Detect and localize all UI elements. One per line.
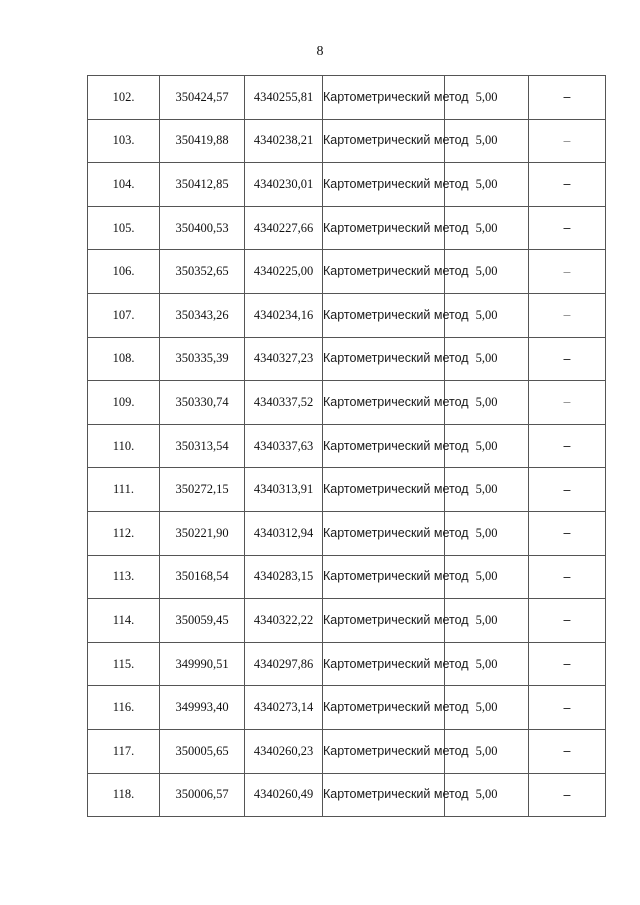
point-number-cell: 112. (88, 511, 160, 555)
table-row (88, 511, 606, 555)
point-number-cell: 110. (88, 424, 160, 468)
note-cell: – (529, 511, 606, 555)
point-number-cell: 116. (88, 686, 160, 730)
note-cell: – (529, 337, 606, 381)
note-cell: – (529, 773, 606, 817)
table-row (88, 119, 606, 163)
method-cell: Картометрический метод (323, 468, 445, 512)
point-number-cell: 108. (88, 337, 160, 381)
x-coordinate-cell: 349993,40 (160, 686, 245, 730)
note-cell: – (529, 381, 606, 425)
x-coordinate-cell: 350221,90 (160, 511, 245, 555)
x-coordinate-cell: 350343,26 (160, 293, 245, 337)
page-number: 8 (316, 44, 324, 59)
point-number-cell: 105. (88, 206, 160, 250)
point-number-cell: 109. (88, 381, 160, 425)
y-coordinate-cell: 4340234,16 (245, 293, 323, 337)
note-cell: – (529, 642, 606, 686)
point-number-cell: 106. (88, 250, 160, 294)
method-cell: Картометрический метод (323, 424, 445, 468)
x-coordinate-cell: 350424,57 (160, 76, 245, 120)
method-cell: Картометрический метод (323, 555, 445, 599)
accuracy-cell: 5,00 (445, 511, 529, 555)
table-row (88, 555, 606, 599)
table-row (88, 773, 606, 817)
method-cell: Картометрический метод (323, 773, 445, 817)
y-coordinate-cell: 4340273,14 (245, 686, 323, 730)
table-row (88, 76, 606, 120)
y-coordinate-cell: 4340227,66 (245, 206, 323, 250)
y-coordinate-cell: 4340313,91 (245, 468, 323, 512)
x-coordinate-cell: 350412,85 (160, 163, 245, 207)
coordinates-table-body (88, 76, 606, 817)
note-cell: – (529, 76, 606, 120)
table-row (88, 250, 606, 294)
table-row (88, 293, 606, 337)
method-cell: Картометрический метод (323, 642, 445, 686)
accuracy-cell: 5,00 (445, 424, 529, 468)
accuracy-cell: 5,00 (445, 686, 529, 730)
note-cell: – (529, 119, 606, 163)
accuracy-cell: 5,00 (445, 163, 529, 207)
accuracy-cell: 5,00 (445, 293, 529, 337)
accuracy-cell: 5,00 (445, 119, 529, 163)
y-coordinate-cell: 4340322,22 (245, 599, 323, 643)
x-coordinate-cell: 350313,54 (160, 424, 245, 468)
table-row (88, 206, 606, 250)
point-number-cell: 104. (88, 163, 160, 207)
table-row (88, 729, 606, 773)
method-cell: Картометрический метод (323, 250, 445, 294)
accuracy-cell: 5,00 (445, 250, 529, 294)
accuracy-cell: 5,00 (445, 729, 529, 773)
y-coordinate-cell: 4340337,52 (245, 381, 323, 425)
point-number-cell: 107. (88, 293, 160, 337)
note-cell: – (529, 250, 606, 294)
y-coordinate-cell: 4340255,81 (245, 76, 323, 120)
accuracy-cell: 5,00 (445, 337, 529, 381)
y-coordinate-cell: 4340225,00 (245, 250, 323, 294)
x-coordinate-cell: 350330,74 (160, 381, 245, 425)
accuracy-cell: 5,00 (445, 642, 529, 686)
accuracy-cell: 5,00 (445, 381, 529, 425)
method-cell: Картометрический метод (323, 76, 445, 120)
x-coordinate-cell: 350168,54 (160, 555, 245, 599)
table-row (88, 424, 606, 468)
point-number-cell: 103. (88, 119, 160, 163)
note-cell: – (529, 729, 606, 773)
y-coordinate-cell: 4340337,63 (245, 424, 323, 468)
point-number-cell: 111. (88, 468, 160, 512)
x-coordinate-cell: 350272,15 (160, 468, 245, 512)
accuracy-cell: 5,00 (445, 468, 529, 512)
note-cell: – (529, 555, 606, 599)
table-row (88, 686, 606, 730)
coordinates-table (87, 75, 606, 817)
method-cell: Картометрический метод (323, 119, 445, 163)
note-cell: – (529, 293, 606, 337)
y-coordinate-cell: 4340260,23 (245, 729, 323, 773)
x-coordinate-cell: 350419,88 (160, 119, 245, 163)
y-coordinate-cell: 4340260,49 (245, 773, 323, 817)
x-coordinate-cell: 350400,53 (160, 206, 245, 250)
point-number-cell: 115. (88, 642, 160, 686)
table-row (88, 468, 606, 512)
accuracy-cell: 5,00 (445, 773, 529, 817)
method-cell: Картометрический метод (323, 511, 445, 555)
y-coordinate-cell: 4340238,21 (245, 119, 323, 163)
table-row (88, 599, 606, 643)
method-cell: Картометрический метод (323, 337, 445, 381)
point-number-cell: 118. (88, 773, 160, 817)
accuracy-cell: 5,00 (445, 555, 529, 599)
y-coordinate-cell: 4340312,94 (245, 511, 323, 555)
y-coordinate-cell: 4340230,01 (245, 163, 323, 207)
table-row (88, 381, 606, 425)
note-cell: – (529, 206, 606, 250)
accuracy-cell: 5,00 (445, 206, 529, 250)
note-cell: – (529, 686, 606, 730)
method-cell: Картометрический метод (323, 163, 445, 207)
y-coordinate-cell: 4340327,23 (245, 337, 323, 381)
method-cell: Картометрический метод (323, 686, 445, 730)
table-row (88, 642, 606, 686)
method-cell: Картометрический метод (323, 293, 445, 337)
x-coordinate-cell: 350005,65 (160, 729, 245, 773)
accuracy-cell: 5,00 (445, 599, 529, 643)
method-cell: Картометрический метод (323, 206, 445, 250)
x-coordinate-cell: 349990,51 (160, 642, 245, 686)
table-row (88, 163, 606, 207)
x-coordinate-cell: 350335,39 (160, 337, 245, 381)
table-row (88, 337, 606, 381)
note-cell: – (529, 468, 606, 512)
x-coordinate-cell: 350059,45 (160, 599, 245, 643)
x-coordinate-cell: 350352,65 (160, 250, 245, 294)
point-number-cell: 117. (88, 729, 160, 773)
accuracy-cell: 5,00 (445, 76, 529, 120)
y-coordinate-cell: 4340297,86 (245, 642, 323, 686)
point-number-cell: 114. (88, 599, 160, 643)
method-cell: Картометрический метод (323, 729, 445, 773)
method-cell: Картометрический метод (323, 599, 445, 643)
point-number-cell: 113. (88, 555, 160, 599)
x-coordinate-cell: 350006,57 (160, 773, 245, 817)
note-cell: – (529, 599, 606, 643)
point-number-cell: 102. (88, 76, 160, 120)
note-cell: – (529, 163, 606, 207)
method-cell: Картометрический метод (323, 381, 445, 425)
y-coordinate-cell: 4340283,15 (245, 555, 323, 599)
note-cell: – (529, 424, 606, 468)
